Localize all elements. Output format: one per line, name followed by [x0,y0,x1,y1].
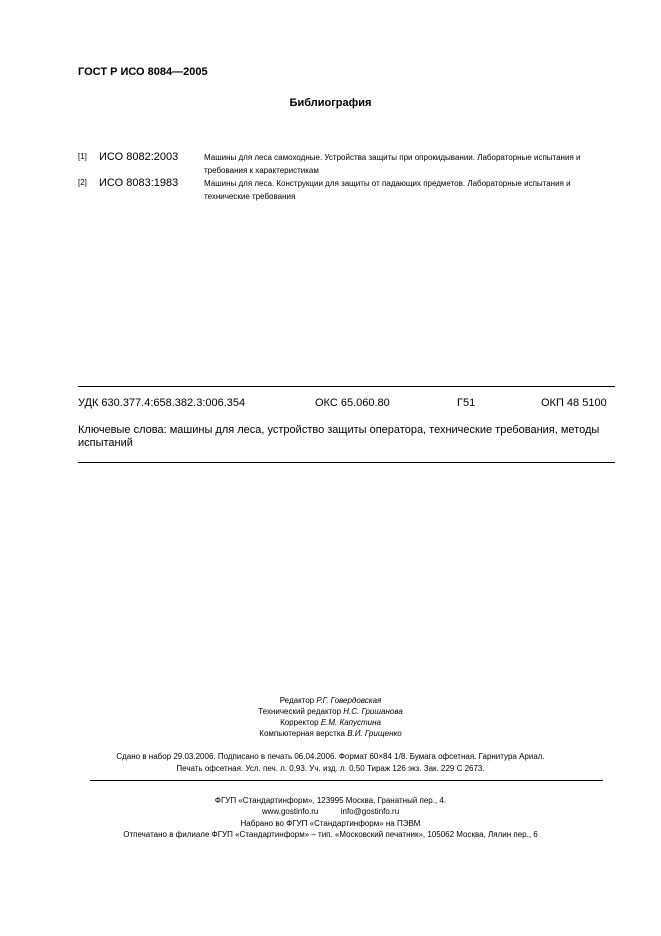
tech-editor-role: Технический редактор [258,707,342,716]
entry-number: [2] [78,178,87,187]
entry-standard: ИСО 8083:1983 [99,177,179,189]
publisher-line: ФГУП «Стандартинформ», 123995 Москва, Гранатный пер., 4. [214,796,447,805]
editor-line [0,696,661,705]
layout-role: Компьютерная верстка [259,729,345,738]
entry-number: [1] [78,152,87,161]
bibliography-entry [78,177,615,203]
udk-code: УДК 630.377.4:658.382.3:006.354 [78,397,246,409]
typeset-line: Набрано во ФГУП «Стандартинформ» на ПЭВМ [240,819,421,828]
editor-role: Редактор [279,696,315,705]
tech-editor-name: Н.С. Гришанова [343,707,403,716]
entry-title: Машины для леса самоходные. Устройства защиты при опрокидывании. Лабораторные испытания и требования к характеристикам [204,153,581,175]
bibliography-entry [78,151,615,177]
layout-line [0,729,661,738]
print-details-line-2: Печать офсетная. Усл. печ. л. 0,93. Уч. изд. л. 0,50 Тираж 126 экз. Зак. 229 С 2673. [176,764,485,773]
okp-code: ОКП 48 5100 [541,397,607,409]
keywords: Ключевые слова: машины для леса, устройство защиты оператора, технические требования, методы испытаний [78,424,600,449]
entry-standard: ИСО 8082:2003 [99,151,179,163]
contacts-line [0,807,661,816]
bottom-rule [78,462,615,463]
document-id: ГОСТ Р ИСО 8084—2005 [78,66,208,78]
top-rule [78,386,615,387]
editor-name: Р.Г. Говердовская [316,696,382,705]
oks-code: ОКС 65.060.80 [315,397,390,409]
corrector-name: Е.М. Капустина [320,718,381,727]
print-details-line-1: Сдано в набор 29.03.2006. Подписано в печать 06.04.2006. Формат 60×84 1/8. Бумага офсетная. Гарнитура Ариал. [116,752,545,761]
layout-name: В.И. Грищенко [347,729,402,738]
printed-line: Отпечатано в филиале ФГУП «Стандартинформ» – тип. «Московский печатник», 105062 Москва, Лялин пер., 6 [123,830,538,839]
email: info@gostinfo.ru [340,807,400,816]
group-code: Г51 [457,397,476,409]
entry-title: Машины для леса. Конструкции для защиты от падающих предметов. Лабораторные испытания и технические требования [204,179,571,201]
website: www.gostinfo.ru [261,807,319,816]
corrector-line [0,718,661,727]
tech-editor-line [0,707,661,716]
corrector-role: Корректор [280,718,319,727]
imprint-rule [90,780,603,781]
bibliography-heading: Библиография [289,97,372,109]
